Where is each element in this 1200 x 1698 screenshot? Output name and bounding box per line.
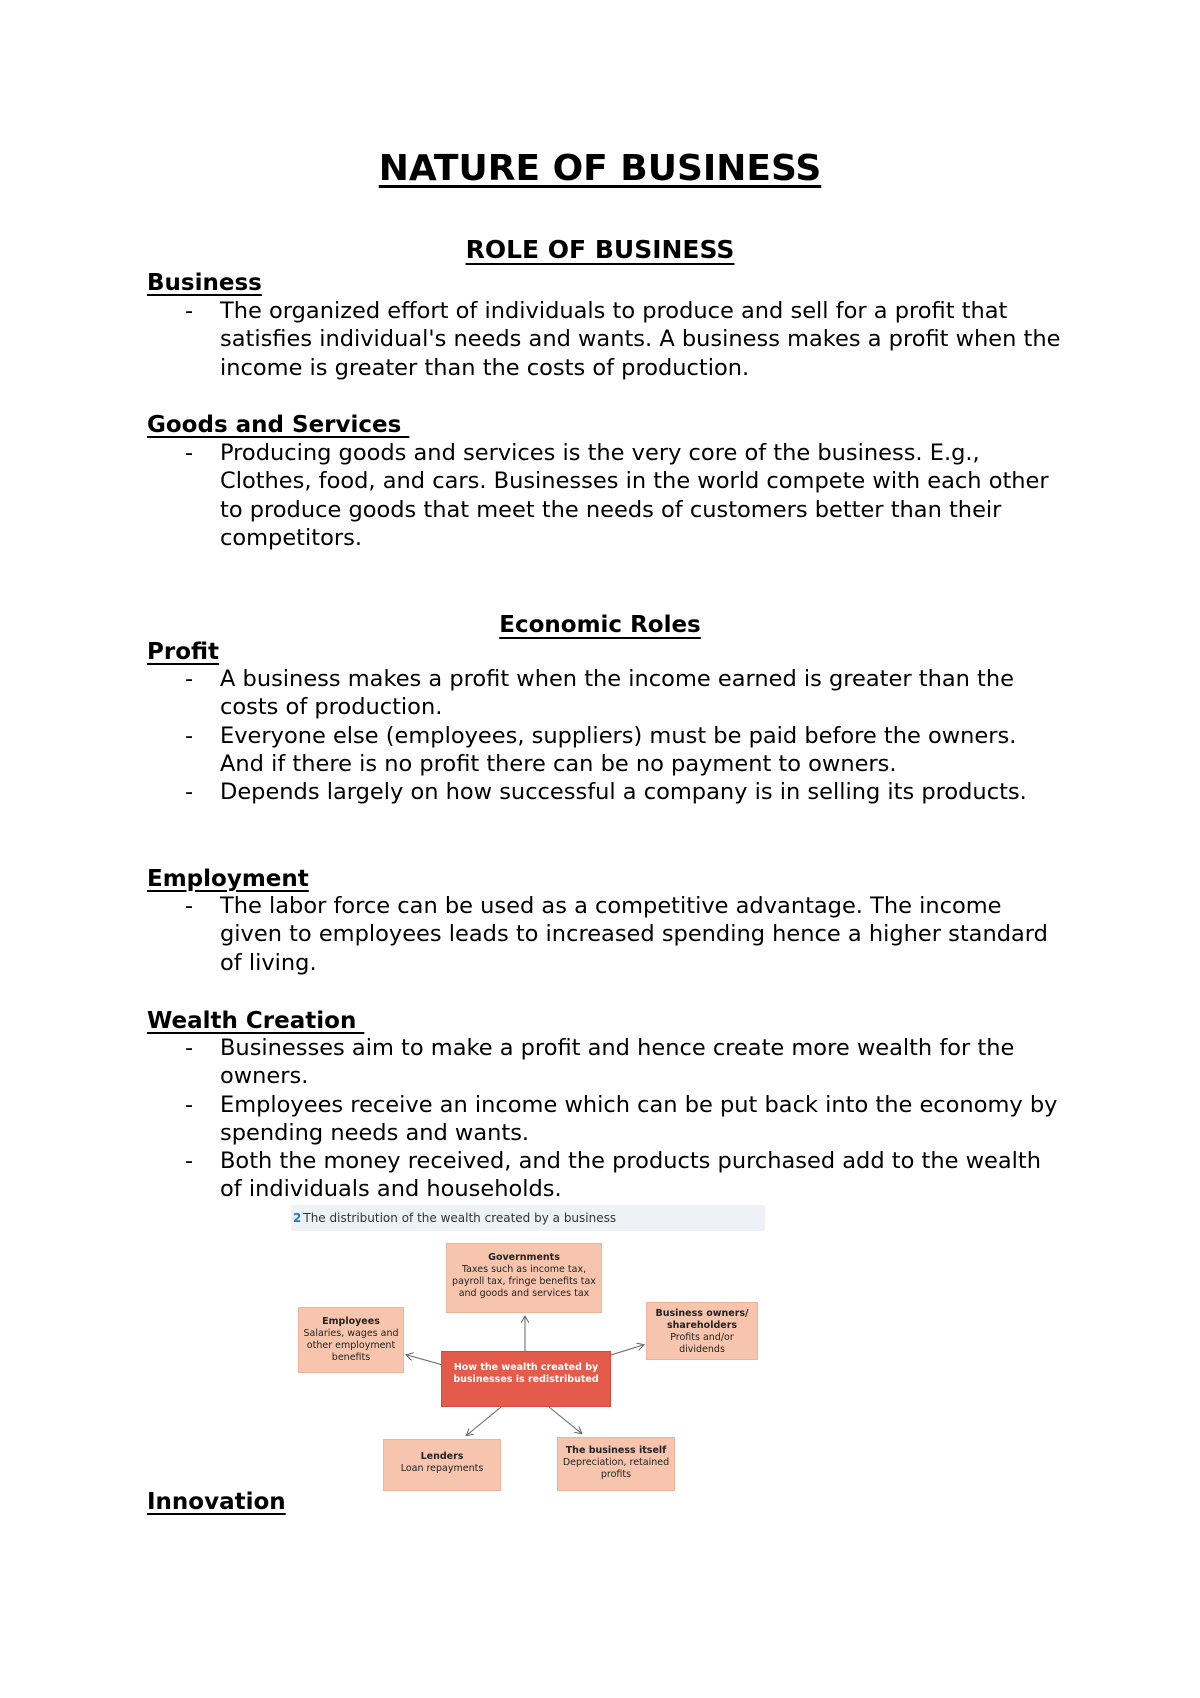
list-item: - A business makes a profit when the income earned is greater than the costs of production. bbox=[147, 665, 1067, 722]
document-title: NATURE OF BUSINESS bbox=[378, 148, 822, 189]
governments-title: Governments bbox=[488, 1252, 560, 1263]
lenders-title: Lenders bbox=[420, 1451, 464, 1462]
center-box bbox=[441, 1351, 611, 1407]
heading-employment: Employment bbox=[147, 866, 309, 892]
business-owners-title: Business owners/ shareholders bbox=[655, 1308, 749, 1331]
list-item: - The organized effort of individuals to produce and sell for a profit that satisfies individual's needs and wants. A business makes a profit when the income is greater than the costs of production. bbox=[147, 297, 1067, 382]
center-text: How the wealth created by businesses is redistributed bbox=[453, 1362, 599, 1385]
arrow-to-employees bbox=[407, 1355, 443, 1365]
wealth-bullets bbox=[147, 1034, 1067, 1204]
list-item: - Everyone else (employees, suppliers) must be paid before the owners. And if there is no profit there can be no payment to owners. bbox=[147, 722, 1067, 779]
heading-wealth-creation: Wealth Creation bbox=[147, 1008, 365, 1034]
diagram-caption-number: 2 bbox=[293, 1211, 302, 1225]
employees-text: Salaries, wages and other employment benefits bbox=[303, 1328, 399, 1363]
role-of-business-title: ROLE OF BUSINESS bbox=[465, 235, 735, 264]
lenders-box bbox=[383, 1439, 501, 1491]
list-item: - Employees receive an income which can be put back into the economy by spending needs and wants. bbox=[147, 1091, 1067, 1148]
governments-text: Taxes such as income tax, payroll tax, fringe benefits tax and goods and services tax bbox=[452, 1264, 596, 1299]
business-owners-text: Profits and/or dividends bbox=[670, 1332, 734, 1355]
business-itself-text: Depreciation, retained profits bbox=[562, 1457, 670, 1480]
business-owners-box bbox=[646, 1302, 758, 1360]
business-bullets bbox=[147, 297, 1067, 382]
diagram-caption-text: The distribution of the wealth created by a business bbox=[303, 1211, 617, 1225]
wealth-distribution-diagram bbox=[291, 1205, 765, 1497]
business-itself-box bbox=[557, 1437, 675, 1491]
heading-innovation: Innovation bbox=[147, 1489, 286, 1515]
business-itself-title: The business itself bbox=[565, 1445, 667, 1456]
employees-box bbox=[298, 1307, 404, 1373]
heading-profit: Profit bbox=[147, 639, 220, 665]
list-item: - Both the money received, and the products purchased add to the wealth of individuals and households. bbox=[147, 1147, 1067, 1204]
employees-title: Employees bbox=[322, 1316, 380, 1327]
profit-bullets bbox=[147, 665, 1067, 806]
list-item: - Depends largely on how successful a company is in selling its products. bbox=[147, 778, 1067, 806]
lenders-text: Loan repayments bbox=[400, 1463, 484, 1474]
heading-goods-services: Goods and Services bbox=[147, 412, 410, 438]
economic-roles-title: Economic Roles bbox=[499, 612, 701, 638]
list-item: - Businesses aim to make a profit and hence create more wealth for the owners. bbox=[147, 1034, 1067, 1091]
arrow-to-owners bbox=[611, 1345, 643, 1355]
goods-bullets bbox=[147, 439, 1067, 552]
governments-box bbox=[446, 1243, 602, 1313]
employment-bullets bbox=[147, 892, 1067, 977]
heading-business: Business bbox=[147, 270, 262, 296]
arrow-to-lenders bbox=[467, 1407, 501, 1435]
arrow-to-business-itself bbox=[549, 1407, 581, 1433]
list-item: - Producing goods and services is the very core of the business. E.g., Clothes, food, and cars. Businesses in the world compete with each other to produce goods that meet the needs of customers better than their competitors. bbox=[147, 439, 1067, 552]
list-item: - The labor force can be used as a competitive advantage. The income given to employees leads to increased spending hence a higher standard of living. bbox=[147, 892, 1067, 977]
